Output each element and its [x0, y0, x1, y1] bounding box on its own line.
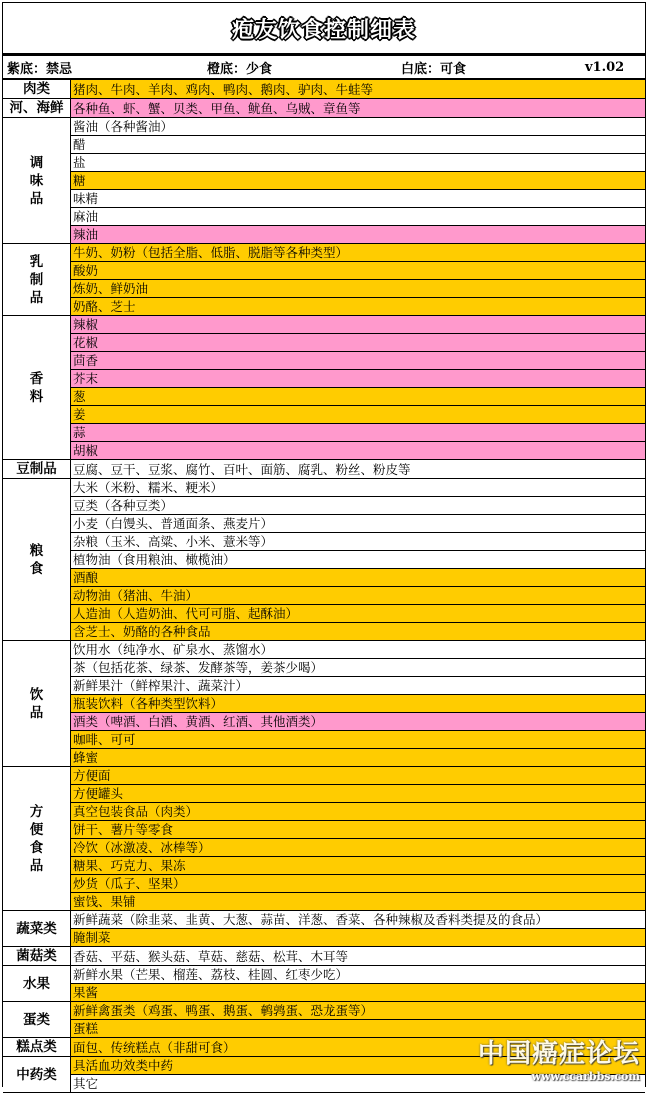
- food-item-cell: 真空包装食品（肉类）: [71, 803, 646, 821]
- table-row: [3, 190, 645, 208]
- food-item-cell: 芥末: [71, 370, 646, 388]
- food-item-cell: 葱: [71, 388, 646, 406]
- food-item-cell: 蒜: [71, 424, 646, 442]
- category-cell: 蔬菜类: [3, 911, 71, 947]
- table-row: [3, 424, 645, 442]
- food-item-cell: 奶酪、芝士: [71, 298, 646, 316]
- table-row: [3, 587, 645, 605]
- table-row: [3, 172, 645, 190]
- table-row: [3, 749, 645, 767]
- table-row: [3, 623, 645, 641]
- table-row: [3, 695, 645, 713]
- food-item-cell: 酸奶: [71, 262, 646, 280]
- table-row: [3, 99, 645, 118]
- table-row: [3, 497, 645, 515]
- table-row: [3, 911, 645, 929]
- diet-control-sheet: [2, 2, 646, 1091]
- table-row: [3, 262, 645, 280]
- table-row: [3, 460, 645, 479]
- table-row: [3, 893, 645, 911]
- table-row: [3, 370, 645, 388]
- category-label: 调味品: [29, 154, 44, 207]
- food-item-cell: 具活血功效类中药: [71, 1057, 646, 1075]
- table-row: [3, 875, 645, 893]
- food-item-cell: 方便罐头: [71, 785, 646, 803]
- table-row: [3, 551, 645, 569]
- food-item-cell: 人造油（人造奶油、代可可脂、起酥油）: [71, 605, 646, 623]
- table-row: [3, 352, 645, 370]
- legend-purple-forbidden: 紫底：禁忌: [7, 61, 73, 77]
- watermark-name: 中国癌症论坛: [477, 1039, 640, 1069]
- food-item-cell: 蜂蜜: [71, 749, 646, 767]
- food-item-cell: 盐: [71, 154, 646, 172]
- food-item-cell: 豆腐、豆干、豆浆、腐竹、百叶、面筋、腐乳、粉丝、粉皮等: [71, 460, 646, 479]
- table-row: [3, 785, 645, 803]
- food-item-cell: 其它: [71, 1075, 646, 1093]
- table-row: [3, 316, 645, 334]
- table-row: [3, 406, 645, 424]
- category-cell: 蛋类: [3, 1002, 71, 1038]
- category-cell: [3, 767, 71, 911]
- table-row: [3, 533, 645, 551]
- food-item-cell: 香菇、平菇、猴头菇、草菇、慈菇、松茸、木耳等: [71, 947, 646, 966]
- table-row: [3, 1002, 645, 1020]
- food-item-cell: 酒类（啤酒、白酒、黄酒、红酒、其他酒类）: [71, 713, 646, 731]
- food-item-cell: 新鲜水果（芒果、榴莲、荔枝、桂圆、红枣少吃）: [71, 966, 646, 984]
- food-item-cell: 大米（米粉、糯米、粳米）: [71, 479, 646, 497]
- watermark-url: www.ccarbbs.com: [531, 1070, 640, 1083]
- food-item-cell: 饼干、薯片等零食: [71, 821, 646, 839]
- table-row: [3, 515, 645, 533]
- food-item-cell: 花椒: [71, 334, 646, 352]
- table-row: [3, 226, 645, 244]
- food-item-cell: 豆类（各种豆类）: [71, 497, 646, 515]
- food-table: [3, 79, 645, 1093]
- table-row: [3, 280, 645, 298]
- table-row: [3, 641, 645, 659]
- table-row: [3, 857, 645, 875]
- table-row: [3, 821, 645, 839]
- food-item-cell: 辣椒: [71, 316, 646, 334]
- food-item-cell: 蛋糕: [71, 1020, 646, 1038]
- food-item-cell: 含芝士、奶酪的各种食品: [71, 623, 646, 641]
- food-item-cell: 糖: [71, 172, 646, 190]
- version-label: v1.02: [585, 59, 625, 75]
- food-item-cell: 酒酿: [71, 569, 646, 587]
- food-item-cell: 植物油（食用粮油、橄榄油）: [71, 551, 646, 569]
- table-row: [3, 334, 645, 352]
- category-cell: [3, 641, 71, 767]
- table-row: [3, 767, 645, 785]
- table-row: [3, 388, 645, 406]
- table-row: [3, 442, 645, 460]
- sheet-title-bar: [3, 3, 645, 56]
- table-row: [3, 208, 645, 226]
- food-item-cell: 茶（包括花茶、绿茶、发酵茶等，姜茶少喝）: [71, 659, 646, 677]
- category-label: 方便食品: [29, 803, 44, 874]
- food-item-cell: 咖啡、可可: [71, 731, 646, 749]
- table-row: [3, 154, 645, 172]
- category-label: 饮品: [29, 686, 44, 721]
- food-item-cell: 味精: [71, 190, 646, 208]
- table-row: [3, 713, 645, 731]
- food-item-cell: 面包、传统糕点（非甜可食）: [71, 1038, 646, 1057]
- food-item-cell: 胡椒: [71, 442, 646, 460]
- legend-white-allowed: 白底：可食: [401, 61, 467, 77]
- table-row: [3, 677, 645, 695]
- food-item-cell: 各种鱼、虾、蟹、贝类、甲鱼、鱿鱼、乌贼、章鱼等: [71, 99, 646, 118]
- category-label: 香料: [29, 370, 44, 405]
- food-item-cell: 杂粮（玉米、高粱、小米、薏米等）: [71, 533, 646, 551]
- table-row: [3, 839, 645, 857]
- food-item-cell: 茴香: [71, 352, 646, 370]
- category-cell: 河、海鲜: [3, 99, 71, 118]
- table-row: [3, 569, 645, 587]
- food-item-cell: 动物油（猪油、牛油）: [71, 587, 646, 605]
- category-cell: [3, 316, 71, 460]
- food-item-cell: 糖果、巧克力、果冻: [71, 857, 646, 875]
- legend-orange-less: 橙底：少食: [207, 61, 273, 77]
- category-label: 粮食: [29, 542, 44, 577]
- forum-watermark: [478, 1033, 640, 1083]
- category-cell: 中药类: [3, 1057, 71, 1093]
- food-item-cell: 瓶装饮料（各种类型饮料）: [71, 695, 646, 713]
- food-item-cell: 醋: [71, 136, 646, 154]
- food-item-cell: 牛奶、奶粉（包括全脂、低脂、脱脂等各种类型）: [71, 244, 646, 262]
- category-cell: 菌菇类: [3, 947, 71, 966]
- food-item-cell: 姜: [71, 406, 646, 424]
- table-row: [3, 118, 645, 136]
- food-item-cell: 腌制菜: [71, 929, 646, 947]
- food-item-cell: 饮用水（纯净水、矿泉水、蒸馏水）: [71, 641, 646, 659]
- food-item-cell: 炼奶、鲜奶油: [71, 280, 646, 298]
- food-item-cell: 新鲜蔬菜（除韭菜、韭黄、大葱、蒜苗、洋葱、香菜、各种辣椒及香料类提及的食品）: [71, 911, 646, 929]
- food-item-cell: 新鲜果汁（鲜榨果汁、蔬菜汁）: [71, 677, 646, 695]
- table-row: [3, 80, 645, 99]
- food-item-cell: 辣油: [71, 226, 646, 244]
- table-row: [3, 966, 645, 984]
- table-row: [3, 136, 645, 154]
- table-row: [3, 659, 645, 677]
- food-item-cell: 果酱: [71, 984, 646, 1002]
- category-cell: 糕点类: [3, 1038, 71, 1057]
- food-item-cell: 蜜饯、果铺: [71, 893, 646, 911]
- food-item-cell: 猪肉、牛肉、羊肉、鸡肉、鸭肉、鹅肉、驴肉、牛蛙等: [71, 80, 646, 99]
- table-row: [3, 244, 645, 262]
- table-row: [3, 947, 645, 966]
- table-row: [3, 803, 645, 821]
- food-item-cell: 新鲜禽蛋类（鸡蛋、鸭蛋、鹅蛋、鹌鹑蛋、恐龙蛋等）: [71, 1002, 646, 1020]
- food-item-cell: 方便面: [71, 767, 646, 785]
- category-cell: 肉类: [3, 80, 71, 99]
- category-cell: [3, 244, 71, 316]
- category-cell: 豆制品: [3, 460, 71, 479]
- food-item-cell: 酱油（各种酱油）: [71, 118, 646, 136]
- category-cell: [3, 479, 71, 641]
- color-legend: [3, 56, 645, 79]
- table-row: [3, 929, 645, 947]
- table-row: [3, 731, 645, 749]
- category-label: 乳制品: [29, 253, 44, 306]
- table-row: [3, 605, 645, 623]
- table-row: [3, 479, 645, 497]
- food-item-cell: 麻油: [71, 208, 646, 226]
- table-row: [3, 984, 645, 1002]
- table-row: [3, 298, 645, 316]
- category-cell: 水果: [3, 966, 71, 1002]
- food-item-cell: 冷饮（冰激凌、冰棒等）: [71, 839, 646, 857]
- food-item-cell: 小麦（白馒头、普通面条、燕麦片）: [71, 515, 646, 533]
- food-item-cell: 炒货（瓜子、坚果）: [71, 875, 646, 893]
- sheet-title: 疱友饮食控制细表: [231, 17, 416, 43]
- category-cell: [3, 118, 71, 244]
